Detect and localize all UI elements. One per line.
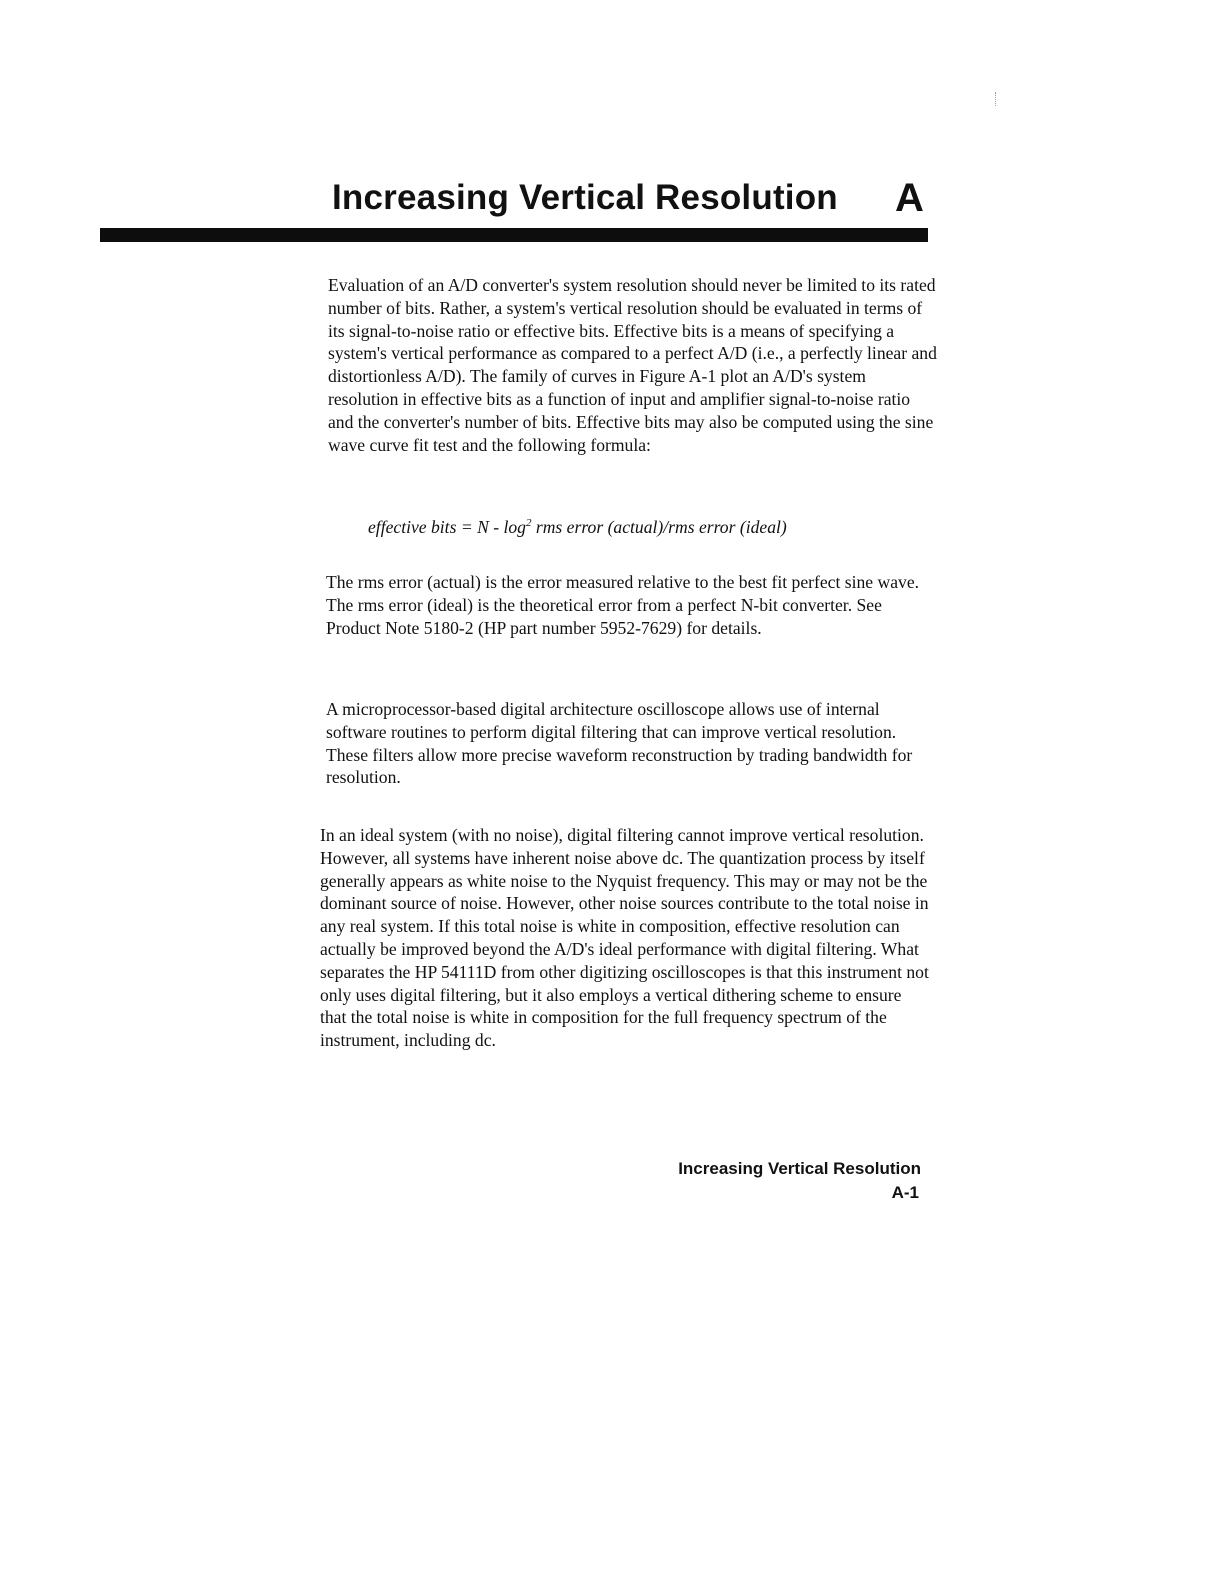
formula-exponent: 2 [525,517,532,529]
paragraph-effective-bits: Evaluation of an A/D converter's system resolution should never be limited to its rated number of bits. Rather, a system's vertical resolution should be evaluated in terms of its signal-to-noise ratio or effective bits. Effective bits is a means of specifying a system's vertical performance as compared to a perfect A/D (i.e., a perfectly linear and distortionless A/D). The family of curves in Figure A-1 plot an A/D's system resolution in effective bits as a function of input and amplifier signal-to-noise ratio and the converter's number of bits. Effective bits may also be computed using the sine wave curve fit test and the following formula: [328,275,937,455]
paragraph-rms-error: The rms error (actual) is the error measured relative to the best fit perfect sine wave. The rms error (ideal) is the theoretical error from a perfect N-bit converter. See Product Note 5180-2 (HP part number 5952-7629) for details. [326,572,920,638]
chapter-letter: A [895,176,924,220]
scan-artifact [995,92,998,106]
page-title: Increasing Vertical Resolution [332,178,838,217]
title-divider [100,228,928,242]
paragraph-digital-filtering: A microprocessor-based digital architecture oscilloscope allows use of internal software routines to perform digital filtering that can improve vertical resolution. These filters allow more precise waveform reconstruction by trading bandwidth for resolution. [326,699,913,788]
formula-lhs: effective bits [368,517,457,537]
formula-equals: = [460,517,473,537]
page-number: A-1 [891,1183,919,1202]
paragraph-ideal-system: In an ideal system (with no noise), digital filtering cannot improve vertical resolution. However, all systems have inherent noise above dc. The quantization process by itself generally appears as white noise to the Nyquist frequency. This may or may not be the dominant source of noise. However, other noise sources contribute to the total noise in any real system. If this total noise is white in composition, effective resolution can actually be improved beyond the A/D's ideal performance with digital filtering. What separates the HP 54111D from other digitizing oscilloscopes is that this instrument not only uses digital filtering, but it also employs a vertical dithering scheme to ensure that the total noise is white in composition for the full frequency spectrum of the instrument, including dc. [320,825,929,1051]
formula-prefix: N - log [477,517,526,537]
effective-bits-formula [368,516,787,538]
footer-title: Increasing Vertical Resolution [678,1159,921,1178]
formula-rest: rms error (actual)/rms error (ideal) [531,517,787,537]
